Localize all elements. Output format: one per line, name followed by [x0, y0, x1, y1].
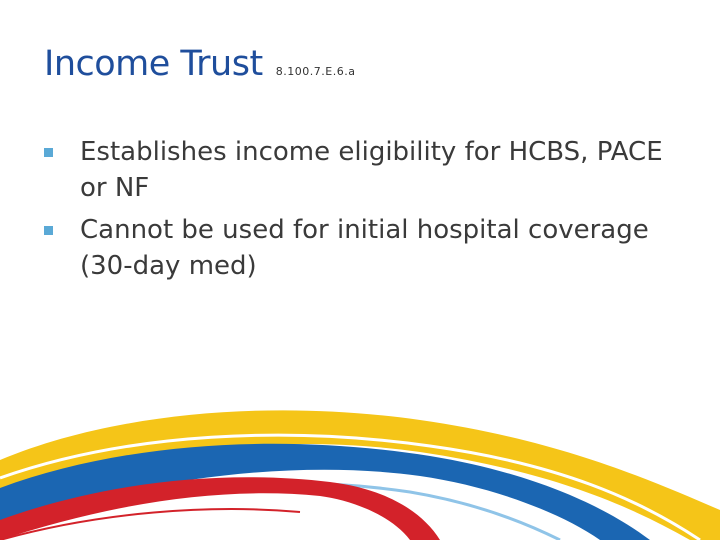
bullet-list — [44, 134, 684, 290]
bullet-item — [44, 134, 684, 206]
bullet-square-icon — [44, 148, 53, 157]
title-row — [44, 44, 355, 84]
reference-code: 8.100.7.E.6.a — [275, 65, 356, 78]
decorative-swoosh-icon — [0, 400, 720, 540]
slide-title: Income Trust — [44, 44, 263, 84]
bullet-item — [44, 212, 684, 284]
bullet-text: Establishes income eligibility for HCBS, PACE or NF — [80, 137, 663, 203]
bullet-square-icon — [44, 226, 53, 235]
bullet-text: Cannot be used for initial hospital coverage (30-day med) — [80, 215, 649, 281]
